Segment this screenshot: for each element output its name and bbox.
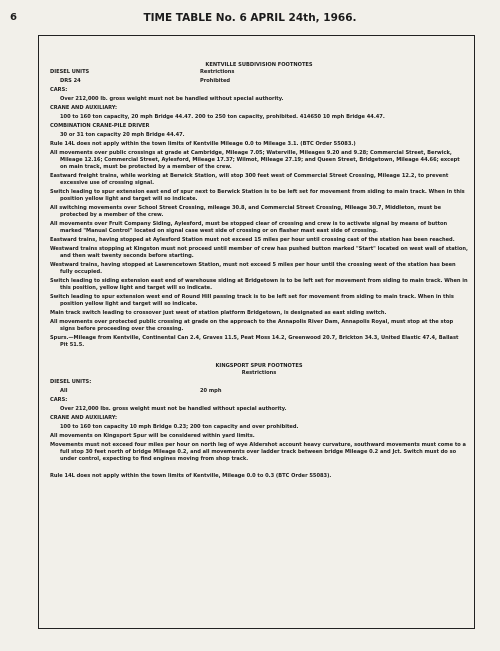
- kentville-cars-text: Over 212,000 lb. gross weight must not be handled without special authority.: [60, 96, 284, 102]
- kentville-footnote: All movements over protected public crossing at grade on the approach to the Annapolis River Dam, Annapolis Royal, must stop at the stop signs before proceeding over the crossing.: [50, 319, 454, 332]
- kingsport-cars-label: CARS:: [50, 397, 68, 403]
- kingsport-footnote: All movements on Kingsport Spur will be considered within yard limits.: [50, 433, 255, 439]
- section-spacer: [50, 351, 468, 363]
- kentville-combo-text: 30 or 31 ton capacity 20 mph Bridge 44.47.: [60, 132, 185, 138]
- kentville-footnote: Eastward trains, having stopped at Aylesford Station must not exceed 15 miles per hour until crossing cast of the station has been reached.: [50, 237, 455, 243]
- kingsport-footnote: Movements must not exceed four miles per hour on north leg of wye Aldershot account heavy curvature, southward movements must come to a full stop 30 feet north of bridge Mileage 0.2, and all movements over ladder track between bridge Mileage 0.2 and Jct. Switch must do so under control, expecting to find engines moving from shop track.: [50, 442, 466, 462]
- kingsport-restrictions-label: Restrictions: [241, 370, 277, 376]
- kentville-footnote: Eastward freight trains, while working at Berwick Station, will stop 300 feet west of Commercial Street Crossing, Mileage 12.2, to prevent excessive use of crossing signal.: [50, 173, 449, 186]
- kingsport-cars-text: Over 212,000 lbs. gross weight must not be handled without special authority.: [60, 406, 287, 412]
- kentville-diesel-header-row: [50, 69, 468, 76]
- kentville-drs-row: [50, 78, 468, 85]
- kentville-footnote: Switch leading to siding extension east end of warehouse siding at Bridgetown is to be left set for movement from siding to main track. When in this position, yellow light and target will so indicate.: [50, 278, 468, 291]
- section-spacer: [50, 465, 468, 473]
- kingsport-crane-label: CRANE AND AUXILIARY:: [50, 415, 118, 421]
- kingsport-crane-text: 100 to 160 ton capacity 10 mph Bridge 0.23; 200 ton capacity and over prohibited.: [60, 424, 299, 430]
- document-body: [50, 62, 468, 482]
- kentville-combo-label: COMBINATION CRANE-PILE DRIVER: [50, 123, 150, 129]
- kentville-heading: KENTVILLE SUBDIVISION FOOTNOTES: [205, 62, 313, 68]
- kingsport-diesel-all-label: All: [60, 388, 68, 394]
- kentville-footnote: Westward trains stopping at Kingston must not proceed until member of crew has pushed button marked "Start" located on west wall of station, and then wait twenty seconds before starting.: [50, 246, 468, 259]
- kingsport-diesel-row: [50, 388, 468, 395]
- page-number: 6: [10, 12, 17, 23]
- kentville-footnote: Switch leading to spur extension east end of spur next to Berwick Station is to be left set for movement from siding to main track. When in this position yellow light and target will so indicate.: [50, 189, 465, 202]
- kentville-crane-label: CRANE AND AUXILIARY:: [50, 105, 118, 111]
- kentville-footnote: All switching movements over School Street Crossing, mileage 30.8, and Commercial Street Crossing, Mileage 30.7, Middleton, must be protected by a member of the crew.: [50, 205, 442, 218]
- kentville-footnote: Rule 14L does not apply within the town limits of Kentville Mileage 0.0 to Mileage 3.1. (BTC Order 55083.): [50, 141, 356, 147]
- kentville-footnote: Switch leading to spur extension west end of Round Hill passing track is to be left set for movement from siding to main track. When in this position yellow light and target will so indicate.: [50, 294, 454, 307]
- kentville-footnote: All movements over Fruit Company Siding, Aylesford, must be stopped clear of crossing and crew is to activate signal by means of button marked "Manual Control" located on signal case west side of crossing or on flasher mast east side of crossing.: [50, 221, 448, 234]
- kingsport-footnote: Rule 14L does not apply within the town limits of Kentville, Mileage 0.0 to 0.3 (BTC Order 55083).: [50, 473, 332, 479]
- kentville-cars-label: CARS:: [50, 87, 68, 93]
- kentville-drs-label: DRS 24: [60, 78, 81, 84]
- kentville-diesel-label: DIESEL UNITS: [50, 69, 90, 75]
- page-title: TIME TABLE No. 6 APRIL 24th, 1966.: [143, 12, 357, 24]
- kentville-footnote: Westward trains, having stopped at Lawrencetown Station, must not exceed 5 miles per hour until the crossing west of the station has been fully occupied.: [50, 262, 456, 275]
- kentville-footnote: Main track switch leading to crossover just west of station platform Bridgetown, is designated as east siding switch.: [50, 310, 387, 316]
- kentville-spurs-footnote: Spurs.—Mileage from Kentville, Continental Can 2.4, Graves 11.5, Peat Moss 14.2, Greenwood 20.7, Brickton 34.3, United Elastic 47.4, Ballast Pit 51.5.: [50, 335, 459, 348]
- kingsport-diesel-label: DIESEL UNITS:: [50, 379, 92, 385]
- kentville-restrictions-label: Restrictions: [200, 69, 235, 75]
- kentville-crane-text: 100 to 160 ton capacity, 20 mph Bridge 44.47. 200 to 250 ton capacity, prohibited. 414650 10 mph Bridge 44.47.: [60, 114, 385, 120]
- kentville-drs-value: Prohibited: [200, 78, 231, 84]
- kingsport-diesel-all-value: 20 mph: [200, 388, 222, 394]
- kentville-footnote: All movements over public crossings at grade at Cambridge, Mileage 7.05; Waterville, Mileages 9.20 and 9.28; Commercial Street, Berwick, Mileage 12.16; Commercial Street, Aylesford, Mileage 17.37; Wilmot, Mileage 27.19; and Queen Street, Bridgetown, Mileage 44.66; except on main track, must be protected by a member of the crew.: [50, 150, 460, 170]
- kingsport-heading: KINGSPORT SPUR FOOTNOTES: [215, 363, 303, 369]
